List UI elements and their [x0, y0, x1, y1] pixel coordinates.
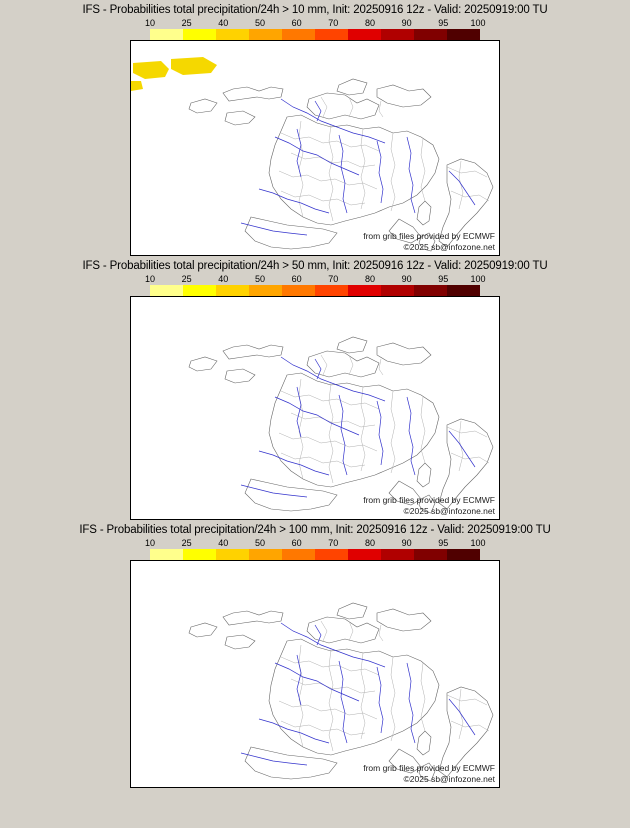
legend-tick-0: 10: [144, 18, 156, 28]
legend-swatch-70: [315, 285, 348, 296]
legend-tick-5: 70: [328, 538, 339, 548]
probability-shading-layer: [131, 57, 217, 91]
credit-site-10mm: ©2025 sb@infozone.net: [403, 242, 495, 252]
legend-tick-2: 40: [218, 538, 229, 548]
credit-ecmwf-10mm: from grib files provided by ECMWF: [363, 231, 495, 241]
legend-swatch-40: [216, 29, 249, 40]
legend-tick-5: 70: [328, 18, 339, 28]
legend-tick-0: 10: [144, 538, 156, 548]
legend-tick-7: 90: [401, 18, 412, 28]
rivers-layer: [241, 357, 475, 497]
legend-tick-9: 100: [470, 274, 486, 284]
legend-tick-4: 60: [291, 18, 302, 28]
panel-title-50mm: IFS - Probabilities total precipitation/24h > 50 mm, Init: 20250916 12z - Valid: 20250919:00 TU: [82, 260, 548, 272]
administrative-borders-layer: [279, 355, 489, 483]
credit-site-100mm: ©2025 sb@infozone.net: [403, 774, 495, 784]
legend-swatch-90: [381, 549, 414, 560]
legend-labels-50mm: [144, 274, 486, 285]
credit-ecmwf-50mm: from grib files provided by ECMWF: [363, 495, 495, 505]
legend-100mm: [144, 538, 486, 560]
legend-swatch-50: [249, 285, 282, 296]
legend-labels-100mm: [144, 538, 486, 549]
forecast-panel-100mm: [0, 520, 630, 788]
map-10mm[interactable]: [130, 40, 500, 256]
legend-tick-1: 25: [181, 18, 192, 28]
legend-swatch-95: [414, 549, 447, 560]
legend-tick-5: 70: [328, 274, 339, 284]
legend-tick-3: 50: [254, 538, 266, 548]
legend-tick-8: 95: [438, 538, 449, 548]
legend-10mm: [144, 18, 486, 40]
map-50mm[interactable]: [130, 296, 500, 520]
panel-title-100mm: IFS - Probabilities total precipitation/24h > 100 mm, Init: 20250916 12z - Valid: 20250919:00 TU: [79, 524, 551, 536]
legend-swatch-80: [348, 29, 381, 40]
legend-swatch-25: [183, 29, 216, 40]
legend-swatch-10: [150, 285, 183, 296]
legend-tick-0: 10: [144, 274, 156, 284]
coastlines-layer: [189, 337, 493, 513]
legend-tick-2: 40: [218, 274, 229, 284]
map-wrap-100mm: [130, 560, 500, 788]
legend-tick-4: 60: [291, 538, 302, 548]
legend-swatch-10: [150, 549, 183, 560]
legend-tick-4: 60: [291, 274, 302, 284]
legend-swatch-40: [216, 285, 249, 296]
legend-tick-3: 50: [254, 18, 266, 28]
legend-tick-8: 95: [438, 18, 449, 28]
legend-50mm: [144, 274, 486, 296]
legend-swatch-95: [414, 285, 447, 296]
map-100mm[interactable]: [130, 560, 500, 788]
legend-swatch-95: [414, 29, 447, 40]
map-wrap-10mm: [130, 40, 500, 256]
legend-swatch-80: [348, 549, 381, 560]
credit-site-50mm: ©2025 sb@infozone.net: [403, 506, 495, 516]
legend-tick-1: 25: [181, 538, 192, 548]
legend-tick-3: 50: [254, 274, 266, 284]
legend-swatch-50: [249, 549, 282, 560]
legend-swatch-60: [282, 285, 315, 296]
legend-swatch-90: [381, 29, 414, 40]
map-wrap-50mm: [130, 296, 500, 520]
legend-swatch-25: [183, 285, 216, 296]
legend-swatch-25: [183, 549, 216, 560]
legend-swatch-40: [216, 549, 249, 560]
administrative-borders-layer: [279, 97, 489, 221]
legend-tick-9: 100: [470, 538, 486, 548]
legend-tick-6: 80: [364, 538, 376, 548]
legend-tick-1: 25: [181, 274, 192, 284]
legend-colorbar-10mm: [150, 29, 480, 40]
legend-swatch-60: [282, 549, 315, 560]
legend-swatch-90: [381, 285, 414, 296]
legend-swatch-80: [348, 285, 381, 296]
forecast-panel-50mm: [0, 256, 630, 520]
legend-tick-2: 40: [218, 18, 229, 28]
legend-labels-10mm: [144, 18, 486, 29]
legend-tick-7: 90: [401, 538, 412, 548]
forecast-panel-10mm: [0, 0, 630, 256]
rivers-layer: [241, 623, 475, 765]
legend-swatch-60: [282, 29, 315, 40]
legend-colorbar-100mm: [150, 549, 480, 560]
administrative-borders-layer: [279, 621, 489, 751]
panel-title-10mm: IFS - Probabilities total precipitation/24h > 10 mm, Init: 20250916 12z - Valid: 20250919:00 TU: [82, 4, 548, 16]
legend-swatch-50: [249, 29, 282, 40]
credit-ecmwf-100mm: from grib files provided by ECMWF: [363, 763, 495, 773]
legend-swatch-70: [315, 29, 348, 40]
legend-swatch-100: [447, 29, 480, 40]
legend-swatch-100: [447, 549, 480, 560]
coastlines-layer: [189, 603, 493, 781]
legend-tick-7: 90: [401, 274, 412, 284]
legend-tick-8: 95: [438, 274, 449, 284]
rivers-layer: [241, 99, 475, 235]
legend-tick-6: 80: [364, 18, 376, 28]
legend-tick-9: 100: [470, 18, 486, 28]
legend-colorbar-50mm: [150, 285, 480, 296]
legend-tick-6: 80: [364, 274, 376, 284]
legend-swatch-10: [150, 29, 183, 40]
legend-swatch-100: [447, 285, 480, 296]
legend-swatch-70: [315, 549, 348, 560]
